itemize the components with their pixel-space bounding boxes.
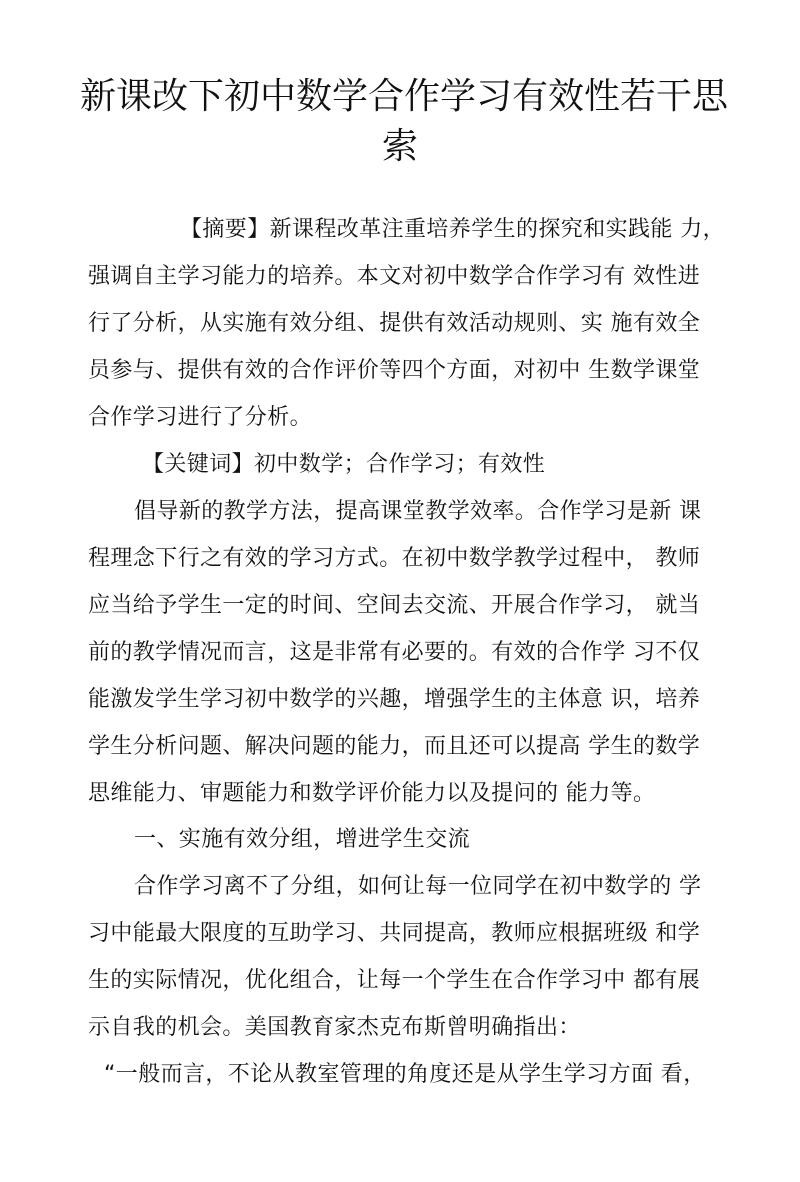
intro-paragraph-line: 能激发学生学习初中数学的兴趣，增强学生的主体意 识，培养 — [88, 687, 701, 712]
abstract-line: 员参与、提供有效的合作评价等四个方面，对初中 生数学课堂 — [88, 358, 701, 383]
section-paragraph-line: 合作学习离不了分组，如何让每一位同学在初中数学的 学 — [134, 874, 702, 899]
intro-paragraph-line: 应当给予学生一定的时间、空间去交流、开展合作学习， 就当 — [88, 593, 701, 618]
abstract-line: 【摘要】新课程改革注重培养学生的探究和实践能 力， — [180, 217, 725, 242]
intro-paragraph-line: 倡导新的教学方法，提高课堂教学效率。合作学习是新 课 — [134, 499, 702, 524]
intro-paragraph-line: 思维能力、审题能力和数学评价能力以及提问的 能力等。 — [88, 781, 656, 806]
section-heading: 一、实施有效分组，增进学生交流 — [134, 827, 471, 852]
section-paragraph-line: 示自我的机会。美国教育家杰克布斯曾明确指出： — [88, 1015, 581, 1040]
intro-paragraph-line: 程理念下行之有效的学习方式。在初中数学教学过程中， 教师 — [88, 546, 701, 571]
abstract-line: 合作学习进行了分析。 — [88, 405, 313, 430]
intro-paragraph-line: 学生分析问题、解决问题的能力，而且还可以提高 学生的数学 — [88, 734, 701, 759]
section-paragraph-line: 生的实际情况，优化组合，让每一个学生在合作学习中 都有展 — [88, 968, 701, 993]
document-title-line-1: 新课改下初中数学合作学习有效性若干思 — [80, 76, 729, 117]
abstract-line: 强调自主学习能力的培养。本文对初中数学合作学习有 效性进 — [88, 264, 701, 289]
keywords-line: 【关键词】初中数学；合作学习；有效性 — [142, 452, 546, 477]
quote-line: “一般而言，不论从教室管理的角度还是从学生学习方面 看， — [104, 1062, 706, 1087]
abstract-line: 行了分析，从实施有效分组、提供有效活动规则、实 施有效全 — [88, 311, 701, 336]
document-title-line-2: 索 — [381, 126, 418, 167]
section-paragraph-line: 习中能最大限度的互助学习、共同提高，教师应根据班级 和学 — [88, 921, 701, 946]
intro-paragraph-line: 前的教学情况而言，这是非常有必要的。有效的合作学 习不仅 — [88, 640, 701, 665]
